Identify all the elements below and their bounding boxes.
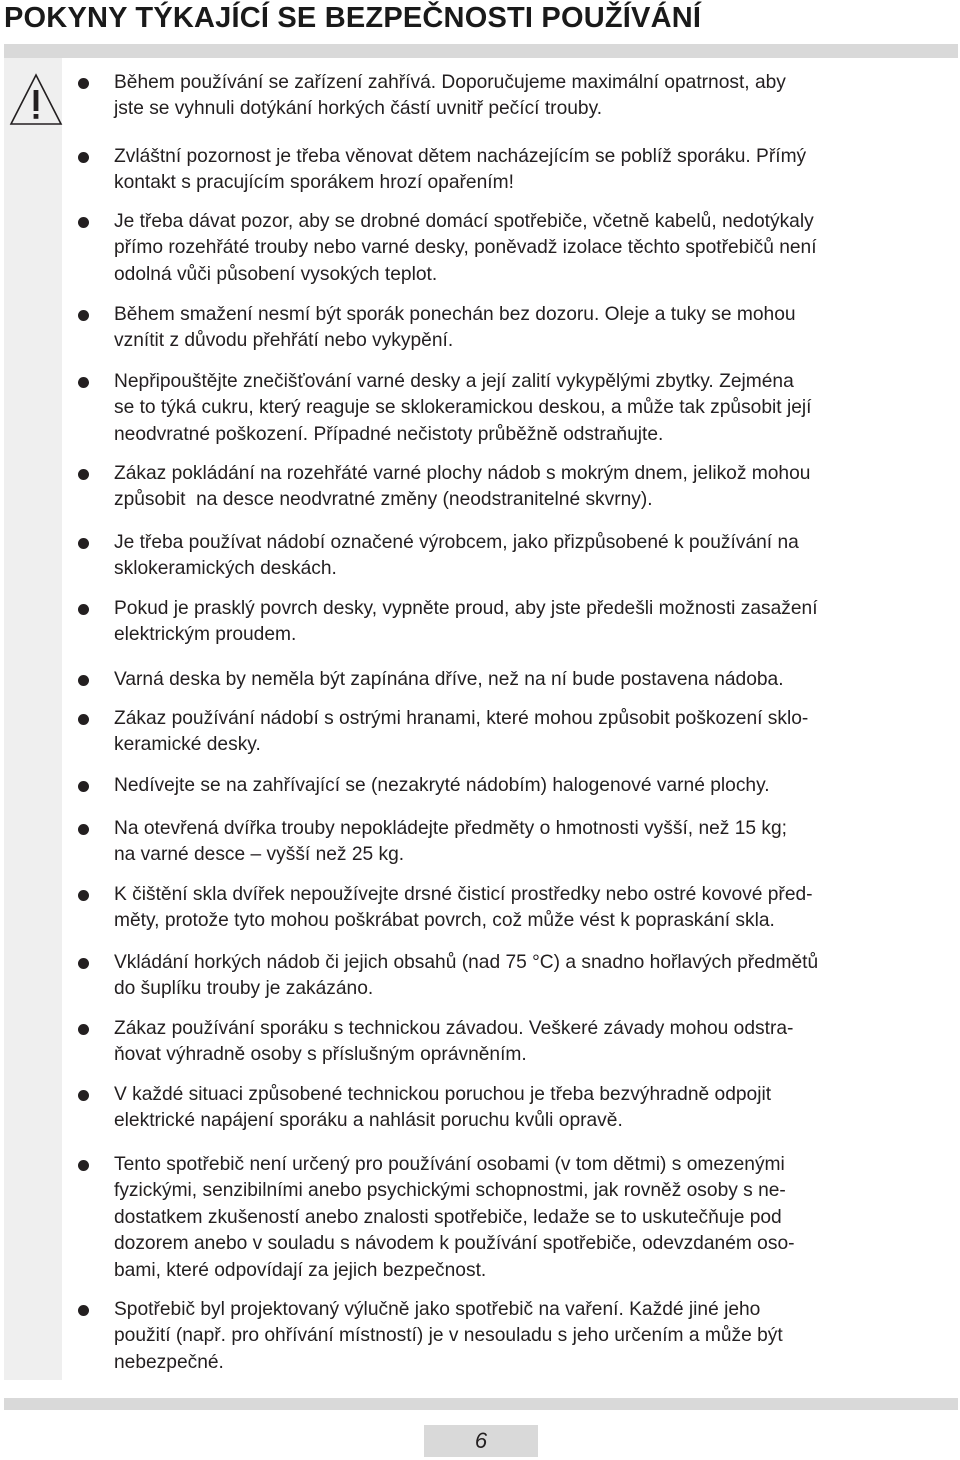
list-item — [78, 1016, 958, 1069]
list-item — [78, 530, 958, 583]
list-item-line: elektrické napájení sporáku a nahlásit poruchu kvůli opravě. — [114, 1110, 623, 1132]
bullet-dot-icon — [78, 675, 89, 686]
list-item — [78, 144, 958, 197]
page-title: POKYNY TÝKAJÍCÍ SE BEZPEČNOSTI POUŽÍVÁNÍ — [4, 2, 702, 34]
page-number: 6 — [474, 1428, 488, 1453]
bullet-dot-icon — [78, 377, 89, 388]
list-item — [78, 70, 958, 123]
list-item-line: na varné desce – vyšší než 25 kg. — [114, 844, 405, 866]
list-item-line: Spotřebič byl projektovaný výlučně jako spotřebič na vaření. Každé jiné jeho — [114, 1299, 761, 1320]
bullet-dot-icon — [78, 890, 89, 901]
bullet-dot-icon — [78, 469, 89, 480]
list-item-line: kontakt s pracujícím sporákem hrozí opařením! — [114, 172, 514, 194]
side-column — [4, 58, 62, 1380]
list-item-line: Nedívejte se na zahřívající se (nezakryté nádobím) halogenové varné plochy. — [114, 775, 770, 796]
list-item — [78, 706, 958, 759]
bullet-dot-icon — [78, 217, 89, 228]
list-item-line: dostatkem zkušeností anebo znalosti spotřebiče, ledaže se to uskutečňuje pod — [114, 1206, 782, 1228]
list-item-line: nebezpečné. — [114, 1351, 224, 1373]
list-item — [78, 461, 958, 514]
page-number-box — [424, 1425, 538, 1457]
list-item-line: se to týká cukru, který reaguje se sklokeramickou deskou, a může tak způsobit její — [114, 397, 812, 419]
list-item — [78, 1082, 958, 1135]
header-rule — [4, 44, 958, 58]
list-item-line: Nepřipouštějte znečišťování varné desky a její zalití vykypělými zbytky. Zejména — [114, 371, 794, 392]
bullet-dot-icon — [78, 310, 89, 321]
bullet-dot-icon — [78, 824, 89, 835]
list-item — [78, 667, 958, 693]
list-item-line: Je třeba dávat pozor, aby se drobné domácí spotřebiče, včetně kabelů, nedotýkaly — [114, 211, 814, 232]
warning-triangle-icon — [8, 72, 64, 128]
list-item-line: Během smažení nesmí být sporák ponechán bez dozoru. Oleje a tuky se mohou — [114, 304, 796, 325]
list-item-line: sklokeramických deskách. — [114, 558, 337, 580]
list-item-line: neodvratné poškození. Případné nečistoty průběžně odstraňujte. — [114, 423, 664, 445]
bullet-dot-icon — [78, 538, 89, 549]
list-item-line: Tento spotřebič není určený pro používání osobami (v tom dětmi) s omezenými — [114, 1154, 785, 1175]
bullet-dot-icon — [78, 152, 89, 163]
list-item — [78, 302, 958, 355]
list-item-line: do šuplíku trouby je zakázáno. — [114, 978, 374, 1000]
bullet-dot-icon — [78, 1160, 89, 1171]
bullet-dot-icon — [78, 604, 89, 615]
list-item-line: odolná vůči působení vysokých teplot. — [114, 263, 438, 285]
list-item-line: Zvláštní pozornost je třeba věnovat dětem nacházejícím se poblíž sporáku. Přímý — [114, 146, 807, 167]
list-item-line: fyzickými, senzibilními anebo psychickými schopnostmi, jak rovněž osoby s ne- — [114, 1180, 786, 1202]
bullet-dot-icon — [78, 1305, 89, 1316]
list-item-line: bami, které odpovídají za jejich bezpečnost. — [114, 1259, 487, 1281]
list-item-line: Zákaz používání sporáku s technickou závadou. Veškeré závady mohou odstra- — [114, 1018, 794, 1039]
list-item — [78, 882, 958, 935]
list-item-line: vznítit z důvodu přehřátí nebo vykypění. — [114, 330, 454, 352]
list-item-line: elektrickým proudem. — [114, 624, 297, 646]
list-item-line: způsobit na desce neodvratné změny (neodstranitelné skvrny). — [114, 489, 653, 511]
list-item — [78, 1152, 958, 1284]
bullet-dot-icon — [78, 781, 89, 792]
list-item-line: K čištění skla dvířek nepoužívejte drsné čisticí prostředky nebo ostré kovové před- — [114, 884, 813, 905]
list-item-line: Během používání se zařízení zahřívá. Doporučujeme maximální opatrnost, aby — [114, 72, 786, 93]
bullet-dot-icon — [78, 1024, 89, 1035]
list-item-line: přímo rozehřáté trouby nebo varné desky, poněvadž izolace těchto spotřebičů není — [114, 237, 817, 259]
list-item — [78, 950, 958, 1003]
bullet-dot-icon — [78, 714, 89, 725]
list-item-line: Varná deska by neměla být zapínána dříve, než na ní bude postavena nádoba. — [114, 669, 784, 690]
list-item-line: Na otevřená dvířka trouby nepokládejte předměty o hmotnosti vyšší, než 15 kg; — [114, 818, 787, 839]
list-item-line: Zákaz pokládání na rozehřáté varné plochy nádob s mokrým dnem, jelikož mohou — [114, 463, 811, 484]
list-item-line: použití (např. pro ohřívání místností) je v nesouladu s jeho určením a může být — [114, 1325, 783, 1347]
list-item — [78, 816, 958, 869]
footer-rule — [4, 1398, 958, 1410]
list-item-line: dozorem anebo v souladu s návodem k používání spotřebiče, odevzdaném oso- — [114, 1233, 795, 1255]
list-item-line: keramické desky. — [114, 734, 261, 756]
list-item — [78, 773, 958, 799]
list-item — [78, 369, 958, 448]
list-item — [78, 596, 958, 649]
bullet-dot-icon — [78, 1090, 89, 1101]
list-item — [78, 209, 958, 288]
bullet-dot-icon — [78, 78, 89, 89]
list-item-line: Je třeba používat nádobí označené výrobcem, jako přizpůsobené k používání na — [114, 532, 799, 553]
list-item-line: měty, protože tyto mohou poškrábat povrch, což může vést k popraskání skla. — [114, 910, 775, 932]
list-item-line: ňovat výhradně osoby s příslušným oprávněním. — [114, 1044, 527, 1066]
list-item-line: Zákaz používání nádobí s ostrými hranami, které mohou způsobit poškození sklo- — [114, 708, 809, 729]
list-item-line: V každé situaci způsobené technickou poruchou je třeba bezvýhradně odpojit — [114, 1084, 772, 1105]
list-item-line: Pokud je prasklý povrch desky, vypněte proud, aby jste předešli možnosti zasažení — [114, 598, 818, 619]
list-item-line: jste se vyhnuli dotýkání horkých částí uvnitř pečící trouby. — [114, 98, 603, 120]
list-item — [78, 1297, 958, 1376]
list-item-line: Vkládání horkých nádob či jejich obsahů (nad 75 °C) a snadno hořlavých předmětů — [114, 952, 819, 973]
bullet-dot-icon — [78, 958, 89, 969]
